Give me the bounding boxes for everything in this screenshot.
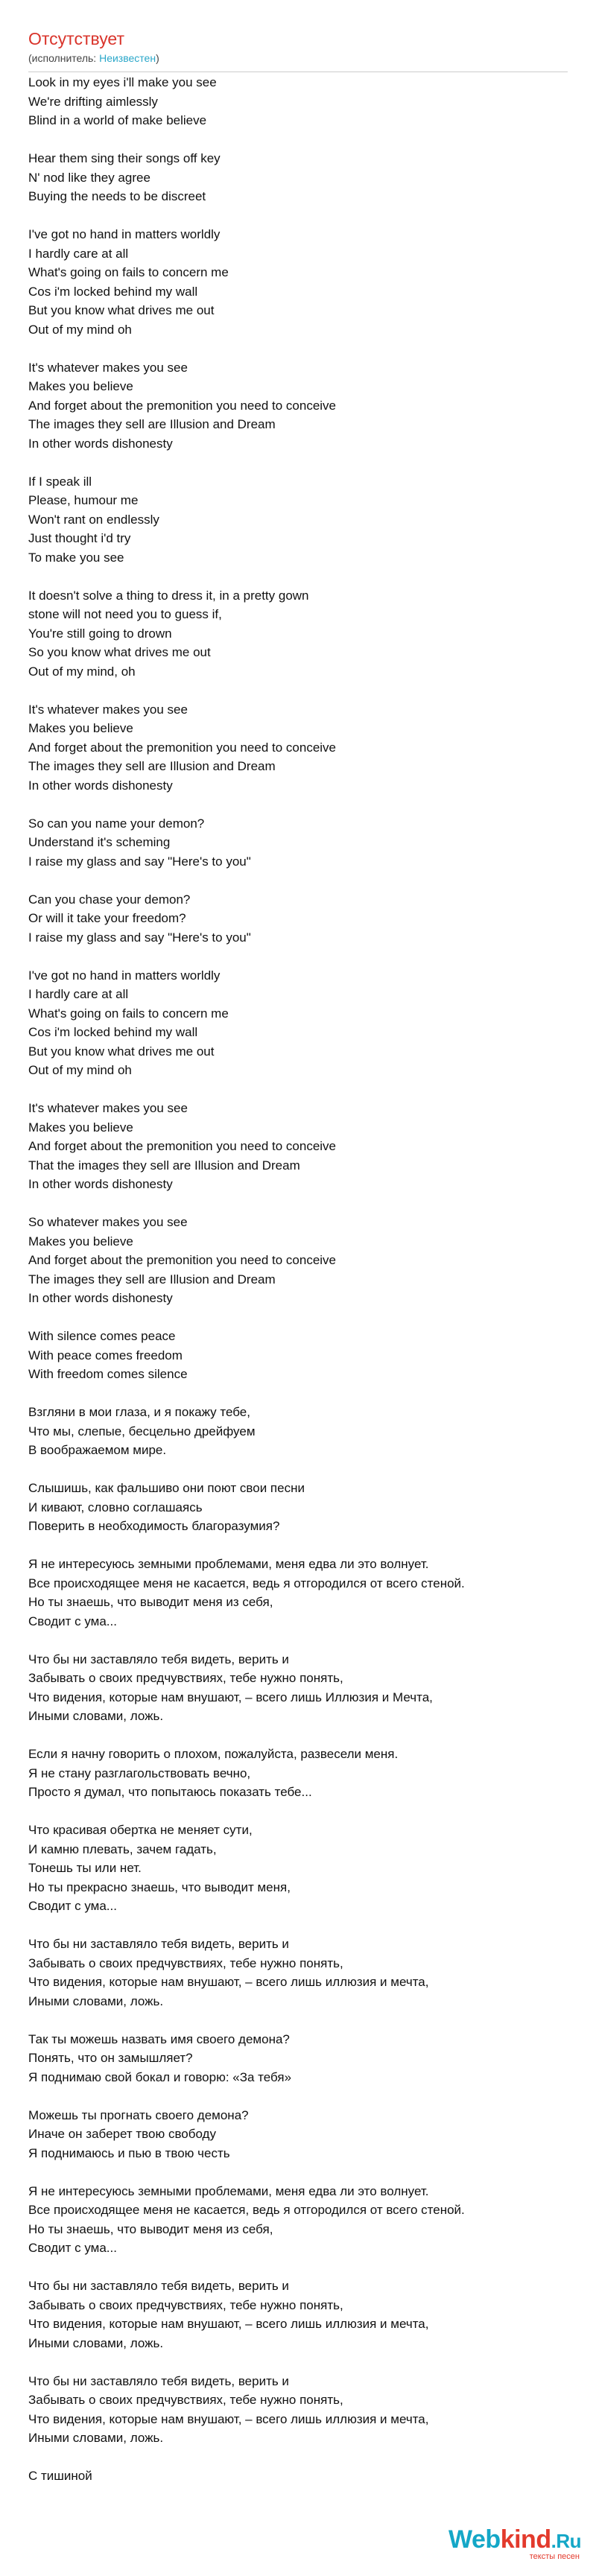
lyric-line: I've got no hand in matters worldly <box>28 968 221 983</box>
lyrics-stanza <box>28 2466 580 2486</box>
lyric-line: stone will not need you to guess if, <box>28 607 222 621</box>
lyrics-stanza <box>28 966 580 1080</box>
lyrics-stanza <box>28 225 580 339</box>
lyrics-stanza <box>28 1650 580 1726</box>
lyric-line: That the images they sell are Illusion and Dream <box>28 1158 300 1173</box>
lyrics-stanza <box>28 1821 580 1916</box>
lyric-line: Makes you believe <box>28 379 133 393</box>
lyric-line: С тишиной <box>28 2469 92 2483</box>
lyric-line: Что видения, которые нам внушают, – всего лишь Иллюзия и Мечта, <box>28 1690 433 1704</box>
lyric-line: Просто я думал, что попытаюсь показать тебе... <box>28 1785 312 1799</box>
lyric-line: Что бы ни заставляло тебя видеть, верить и <box>28 2279 289 2293</box>
lyrics-stanza <box>28 1327 580 1384</box>
logo-tagline: тексты песен <box>529 2552 580 2561</box>
lyric-line: But you know what drives me out <box>28 1044 215 1059</box>
lyrics-stanza <box>28 586 580 682</box>
lyric-line: Но ты знаешь, что выводит меня из себя, <box>28 2221 273 2236</box>
lyric-line: You're still going to drown <box>28 626 172 641</box>
lyric-line: Так ты можешь назвать имя своего демона? <box>28 2031 290 2046</box>
lyrics-stanza <box>28 890 580 948</box>
lyric-line: Иначе он заберет твою свободу <box>28 2127 216 2141</box>
lyric-line: Все происходящее меня не касается, ведь я отгородился от всего стеной. <box>28 2203 465 2217</box>
lyric-line: Взгляни в мои глаза, и я покажу тебе, <box>28 1405 250 1419</box>
lyrics-stanza <box>28 1745 580 1802</box>
lyric-line: Тонешь ты или нет. <box>28 1861 142 1875</box>
lyric-line: Что видения, которые нам внушают, – всего лишь иллюзия и мечта, <box>28 2411 429 2426</box>
song-title: Отсутствует <box>28 29 124 48</box>
lyric-line: The images they sell are Illusion and Dream <box>28 759 276 773</box>
lyric-line: I've got no hand in matters worldly <box>28 227 221 241</box>
lyric-line: Но ты знаешь, что выводит меня из себя, <box>28 1595 273 1609</box>
lyric-line: Makes you believe <box>28 1120 133 1135</box>
lyrics-stanza <box>28 700 580 796</box>
lyric-line: Что бы ни заставляло тебя видеть, верить и <box>28 1652 289 1666</box>
lyric-line: Won't rant on endlessly <box>28 512 159 527</box>
lyric-line: So you know what drives me out <box>28 645 211 659</box>
lyric-line: Сводит с ума... <box>28 1614 117 1628</box>
lyric-line: And forget about the premonition you need to conceive <box>28 740 337 755</box>
logo-wordmark <box>448 2527 581 2552</box>
lyric-line: Иными словами, ложь. <box>28 1709 164 1723</box>
lyrics-stanza <box>28 73 580 130</box>
lyrics-body <box>28 73 580 2504</box>
lyric-line: I raise my glass and say "Here's to you" <box>28 854 251 869</box>
artist-link[interactable]: Неизвестен <box>99 52 156 64</box>
lyric-line: In other words dishonesty <box>28 1177 173 1191</box>
lyric-line: Можешь ты прогнать своего демона? <box>28 2107 249 2122</box>
lyrics-stanza <box>28 358 580 454</box>
lyric-line: Все происходящее меня не касается, ведь я отгородился от всего стеной. <box>28 1576 465 1590</box>
lyric-line: Что бы ни заставляло тебя видеть, верить и <box>28 1937 289 1951</box>
lyric-line: Что бы ни заставляло тебя видеть, верить и <box>28 2373 289 2388</box>
lyric-line: Blind in a world of make believe <box>28 113 207 127</box>
lyric-line: Out of my mind oh <box>28 322 132 337</box>
lyric-line: Что видения, которые нам внушают, – всего лишь иллюзия и мечта, <box>28 1975 429 1989</box>
lyric-line: Makes you believe <box>28 1234 133 1249</box>
lyric-line: So whatever makes you see <box>28 1215 188 1229</box>
lyric-line: В воображаемом мире. <box>28 1443 167 1457</box>
lyric-line: Забывать о своих предчувствиях, тебе нужно понять, <box>28 1671 343 1685</box>
lyric-line: Я не интересуюсь земными проблемами, меня едва ли это волнует. <box>28 2183 429 2198</box>
lyric-line: Can you chase your demon? <box>28 892 191 907</box>
lyric-line: Out of my mind, oh <box>28 664 136 679</box>
lyric-line: Buying the needs to be discreet <box>28 189 206 203</box>
lyric-line: Cos i'm locked behind my wall <box>28 1025 198 1039</box>
lyric-line: If I speak ill <box>28 474 92 489</box>
lyrics-stanza <box>28 149 580 206</box>
lyric-line: Что мы, слепые, бесцельно дрейфуем <box>28 1424 256 1438</box>
lyric-line: In other words dishonesty <box>28 1291 173 1305</box>
lyric-line: With silence comes peace <box>28 1329 176 1343</box>
lyric-line: It doesn't solve a thing to dress it, in a pretty gown <box>28 588 309 603</box>
logo-kind: kind <box>500 2525 551 2554</box>
lyric-line: Or will it take your freedom? <box>28 911 186 925</box>
lyrics-stanza <box>28 2372 580 2448</box>
lyric-line: Забывать о своих предчувствиях, тебе нужно понять, <box>28 1955 343 1970</box>
lyric-line: I raise my glass and say "Here's to you" <box>28 930 251 945</box>
lyric-line: In other words dishonesty <box>28 436 173 451</box>
lyric-line: Look in my eyes i'll make you see <box>28 75 217 89</box>
lyric-line: And forget about the premonition you need to conceive <box>28 1139 337 1153</box>
lyrics-stanza <box>28 1555 580 1631</box>
lyric-line: The images they sell are Illusion and Dream <box>28 417 276 431</box>
lyric-line: Сводит с ума... <box>28 2241 117 2255</box>
lyrics-stanza <box>28 472 580 568</box>
lyric-line: Забывать о своих предчувствиях, тебе нужно понять, <box>28 2393 343 2407</box>
lyric-line: Out of my mind oh <box>28 1063 132 1077</box>
lyric-line: Понять, что он замышляет? <box>28 2051 193 2065</box>
lyric-line: Поверить в необходимость благоразумия? <box>28 1519 280 1533</box>
lyric-line: Иными словами, ложь. <box>28 1993 164 2008</box>
lyric-line: And forget about the premonition you need to conceive <box>28 1253 337 1267</box>
artist-suffix: ) <box>156 52 159 64</box>
lyric-line: It's whatever makes you see <box>28 360 188 375</box>
lyric-line: I hardly care at all <box>28 987 129 1001</box>
lyric-line: Hear them sing their songs off key <box>28 151 221 165</box>
lyric-line: Но ты прекрасно знаешь, что выводит меня, <box>28 1879 291 1894</box>
lyrics-stanza <box>28 2182 580 2258</box>
lyrics-stanza <box>28 1403 580 1460</box>
lyric-line: So can you name your demon? <box>28 816 205 831</box>
site-logo[interactable] <box>448 2527 581 2561</box>
lyric-line: Я поднимаю свой бокал и говорю: «За тебя» <box>28 2069 292 2084</box>
lyric-line: N' nod like they agree <box>28 170 150 185</box>
lyric-line: Если я начну говорить о плохом, пожалуйста, развесели меня. <box>28 1747 399 1761</box>
lyric-line: Иными словами, ложь. <box>28 2431 164 2445</box>
lyrics-stanza <box>28 2030 580 2087</box>
lyric-line: Cos i'm locked behind my wall <box>28 284 198 299</box>
lyric-line: Слышишь, как фальшиво они поют свои песни <box>28 1481 305 1495</box>
lyric-line: But you know what drives me out <box>28 303 215 317</box>
logo-web: Web <box>448 2525 501 2554</box>
lyric-line: Иными словами, ложь. <box>28 2335 164 2350</box>
lyrics-stanza <box>28 1935 580 2011</box>
lyrics-stanza <box>28 2277 580 2353</box>
lyric-line: It's whatever makes you see <box>28 1101 188 1115</box>
lyric-line: Я не стану разглагольствовать вечно, <box>28 1766 251 1780</box>
lyrics-stanza <box>28 1213 580 1308</box>
lyric-line: Что видения, которые нам внушают, – всего лишь иллюзия и мечта, <box>28 2317 429 2331</box>
lyric-line: To make you see <box>28 550 124 565</box>
lyric-line: И кивают, словно соглашаясь <box>28 1500 203 1514</box>
lyric-line: И камню плевать, зачем гадать, <box>28 1841 217 1856</box>
lyric-line: We're drifting aimlessly <box>28 94 158 109</box>
lyric-line: With freedom comes silence <box>28 1367 188 1381</box>
lyrics-stanza <box>28 1099 580 1194</box>
lyric-line: Сводит с ума... <box>28 1899 117 1913</box>
lyrics-stanza <box>28 814 580 872</box>
lyric-line: In other words dishonesty <box>28 778 173 793</box>
logo-ru: .Ru <box>551 2530 581 2552</box>
lyric-line: Забывать о своих предчувствиях, тебе нужно понять, <box>28 2297 343 2312</box>
lyric-line: Makes you believe <box>28 721 133 735</box>
lyric-line: Я поднимаюсь и пью в твою честь <box>28 2145 230 2160</box>
song-header <box>28 28 568 64</box>
lyric-line: What's going on fails to concern me <box>28 265 229 279</box>
lyric-line: It's whatever makes you see <box>28 702 188 717</box>
lyrics-stanza <box>28 1479 580 1536</box>
artist-prefix: (исполнитель: <box>28 52 100 64</box>
lyric-line: Please, humour me <box>28 493 139 507</box>
lyric-line: I hardly care at all <box>28 246 129 261</box>
song-subtitle <box>28 52 568 64</box>
lyric-line: Я не интересуюсь земными проблемами, меня едва ли это волнует. <box>28 1557 429 1571</box>
lyric-line: Что красивая обертка не меняет сути, <box>28 1823 253 1837</box>
lyric-line: What's going on fails to concern me <box>28 1006 229 1021</box>
lyric-line: Just thought i'd try <box>28 531 131 545</box>
lyric-line: Understand it's scheming <box>28 835 171 849</box>
lyric-line: And forget about the premonition you need to conceive <box>28 398 337 413</box>
lyric-line: The images they sell are Illusion and Dream <box>28 1272 276 1287</box>
lyrics-stanza <box>28 2106 580 2163</box>
lyric-line: With peace comes freedom <box>28 1348 183 1362</box>
